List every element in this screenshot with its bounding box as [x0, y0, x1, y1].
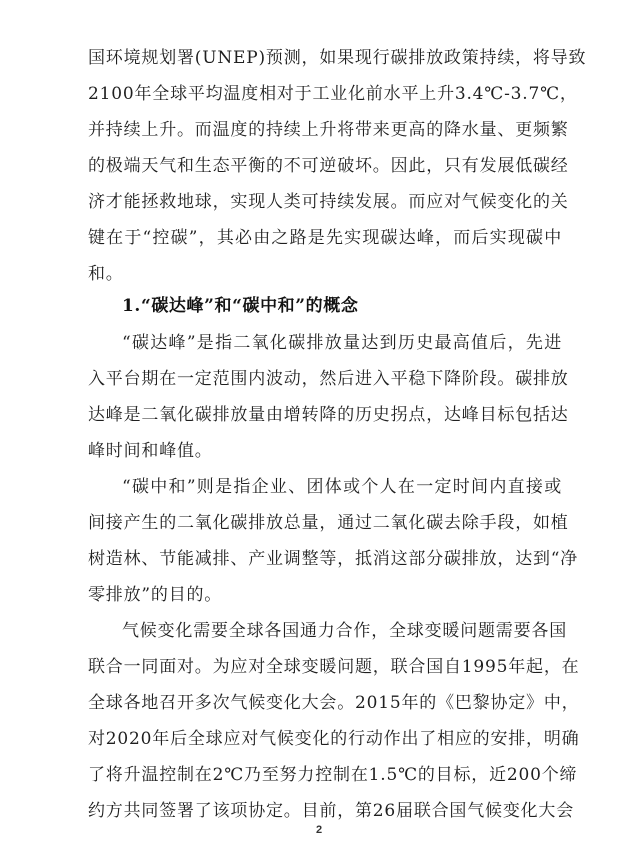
intro-line-2: 2100年全球平均温度相对于工业化前水平上升3.4℃-3.7℃，: [88, 84, 578, 104]
intro-line-1: 国环境规划署(UNEP)预测，如果现行碳排放政策持续，将导致: [88, 48, 587, 68]
climate-line-3: 全球各地召开多次气候变化大会。2015年的《巴黎协定》中，: [88, 693, 580, 713]
peak-line-4: 峰时间和峰值。: [88, 441, 213, 461]
climate-line-1: 气候变化需要全球各国通力合作，全球变暖问题需要各国: [122, 621, 567, 641]
intro-line-4: 的极端天气和生态平衡的不可逆破坏。因此，只有发展低碳经: [88, 156, 569, 176]
peak-line-2: 入平台期在一定范围内波动，然后进入平稳下降阶段。碳排放: [88, 369, 569, 389]
peak-line-3: 达峰是二氧化碳排放量由增转降的历史拐点，达峰目标包括达: [88, 405, 569, 425]
climate-line-4: 对2020年后全球应对气候变化的行动作出了相应的安排，明确: [88, 729, 580, 749]
intro-line-7: 和。: [88, 264, 124, 284]
neutral-line-4: 零排放”的目的。: [88, 585, 223, 605]
neutral-line-1: “碳中和”则是指企业、团体或个人在一定时间内直接或: [122, 477, 562, 497]
intro-line-5: 济才能拯救地球，实现人类可持续发展。而应对气候变化的关: [88, 192, 569, 212]
climate-line-6: 约方共同签署了该项协定。目前，第26届联合国气候变化大会: [88, 801, 575, 821]
neutral-line-3: 树造林、节能减排、产业调整等，抵消这部分碳排放，达到“净: [88, 549, 579, 569]
page-number: 2: [315, 824, 323, 836]
intro-line-6: 键在于“控碳”，其必由之路是先实现碳达峰，而后实现碳中: [88, 228, 562, 248]
intro-line-3: 并持续上升。而温度的持续上升将带来更高的降水量、更频繁: [88, 120, 569, 140]
climate-line-2: 联合一同面对。为应对全球变暖问题，联合国自1995年起，在: [88, 657, 580, 677]
peak-line-1: “碳达峰”是指二氧化碳排放量达到历史最高值后，先进: [122, 333, 562, 353]
section-heading: 1.“碳达峰”和“碳中和”的概念: [122, 296, 359, 316]
neutral-line-2: 间接产生的二氧化碳排放总量，通过二氧化碳去除手段，如植: [88, 513, 569, 533]
climate-line-5: 了将升温控制在2℃乃至努力控制在1.5℃的目标，近200个缔: [88, 765, 578, 785]
